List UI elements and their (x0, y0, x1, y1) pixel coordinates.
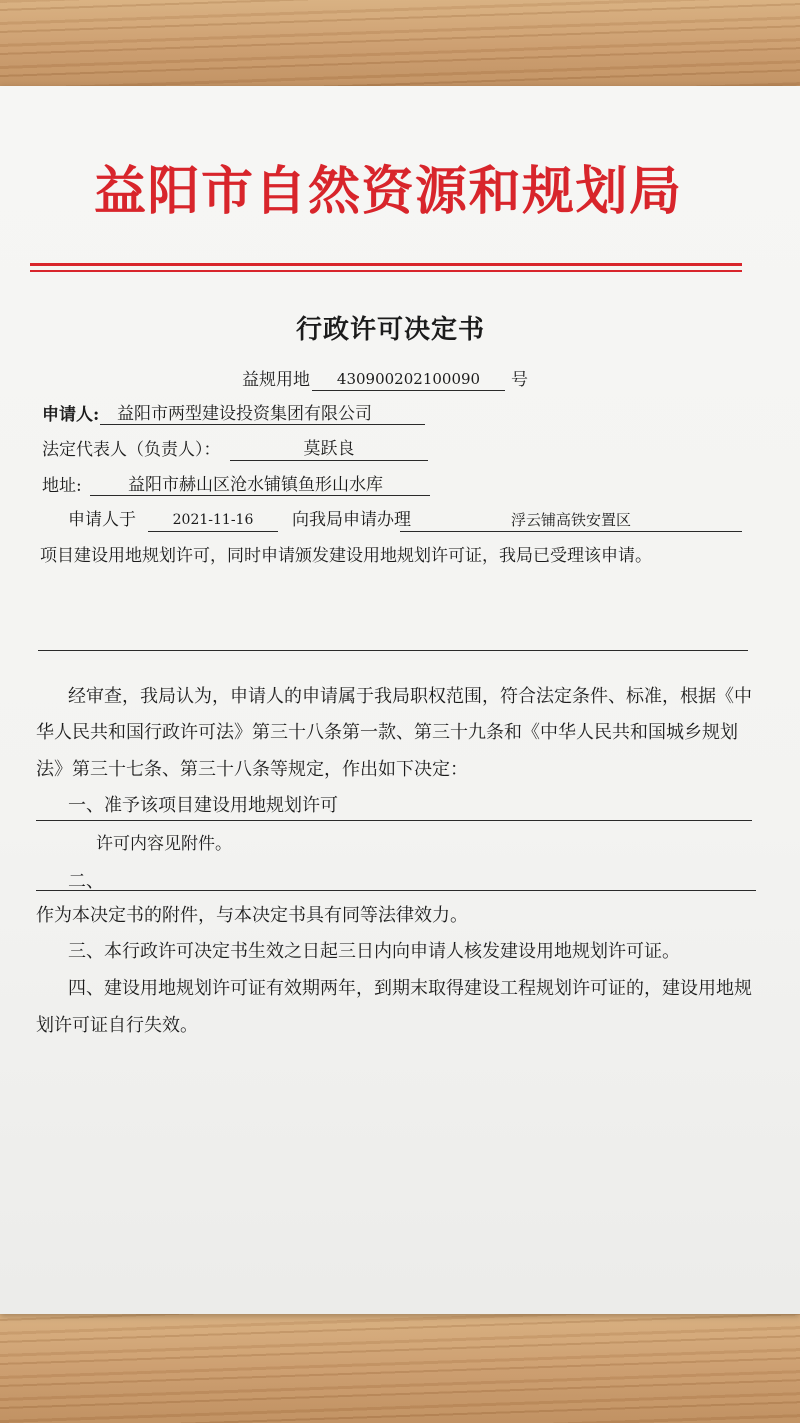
legal-rep-value: 莫跃良 (303, 439, 355, 459)
doc-number-field (312, 368, 505, 391)
letterhead-red-rule-thick (30, 263, 742, 266)
application-project-field (400, 509, 742, 532)
applicant-label: 申请人: (42, 405, 100, 425)
wooden-table-top (0, 0, 800, 92)
review-line-3: 法》第三十七条、第三十八条等规定，作出如下决定： (36, 759, 468, 780)
decision-item-1-note: 许可内容见附件。 (96, 834, 232, 854)
decision-item-1-rule (36, 820, 752, 821)
doc-number-value: 430900202100090 (336, 370, 481, 388)
application-middle: 向我局申请办理 (292, 510, 411, 530)
decision-item-4-line-1: 四、建设用地规划许可证有效期两年，到期末取得建设工程规划许可证的，建设用地规 (68, 978, 752, 999)
decision-item-1: 一、准予该项目建设用地规划许可 (68, 795, 338, 816)
address-value: 益阳市赫山区沧水铺镇鱼形山水库 (128, 475, 383, 495)
decision-item-3: 三、本行政许可决定书生效之日起三日内向申请人核发建设用地规划许可证。 (68, 941, 680, 962)
blank-fill-line (38, 650, 748, 651)
address-label: 地址: (42, 476, 82, 496)
legal-rep-label: 法定代表人（负责人）： (42, 440, 221, 460)
agency-letterhead: 益阳市自然资源和规划局 (94, 161, 683, 222)
review-line-1: 经审查，我局认为，申请人的申请属于我局职权范围，符合法定条件、标准，根据《中 (68, 686, 752, 707)
decision-item-4-line-2: 划许可证自行失效。 (36, 1015, 198, 1036)
applicant-value: 益阳市两型建设投资集团有限公司 (117, 404, 372, 424)
legal-rep-field (230, 438, 428, 461)
application-date-value: 2021-11-16 (172, 512, 254, 528)
document-title: 行政许可决定书 (296, 315, 486, 345)
doc-number-suffix: 号 (511, 370, 528, 390)
decision-item-2-note: 作为本决定书的附件，与本决定书具有同等法律效力。 (36, 905, 468, 926)
wooden-table-bottom (0, 1310, 800, 1423)
letterhead-red-rule-thin (30, 270, 742, 272)
doc-number-prefix: 益规用地 (242, 370, 310, 390)
review-line-2: 华人民共和国行政许可法》第三十八条第一款、第三十九条和《中华人民共和国城乡规划 (36, 722, 738, 743)
address-field (90, 474, 430, 496)
application-project-value: 浮云铺高铁安置区 (510, 511, 631, 529)
application-prefix: 申请人于 (68, 510, 136, 530)
application-date-field (148, 509, 278, 532)
application-continuation: 项目建设用地规划许可，同时申请颁发建设用地规划许可证，我局已受理该申请。 (40, 546, 652, 566)
decision-item-2-rule (36, 890, 756, 891)
decision-item-2: 二、 (68, 871, 104, 892)
applicant-field (100, 403, 425, 425)
